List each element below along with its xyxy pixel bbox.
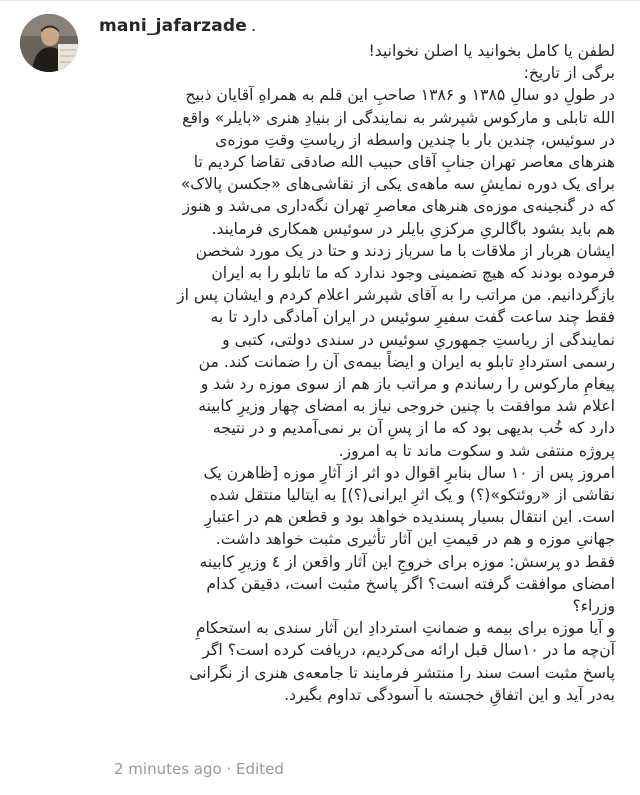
comment-line: نقاشی از «روئتکو»(؟) و یک اثرِ ایرانی(؟)] به ایتالیا منتقل شده — [209, 486, 615, 505]
comment-line: به‌در آید و این اتفاقِ خجسته با آسودگی تداوم بگیرد. — [284, 685, 615, 704]
comment-line: آن‌چه ما در ۱۰سال قبل ارائه می‌کردیم، دریافت کرده است؟ اگر — [202, 641, 615, 660]
avatar-photo-icon — [20, 14, 78, 72]
comment-line: اعلام شد موافقت با چنین خروجی نیاز به امضای چهار وزیرِ کابینه — [198, 397, 615, 416]
comment-line: هنرهای معاصر تهران جنابِ آقای حبیب الله صادقی تقاضا کردیم تا — [193, 153, 615, 172]
comment-line: وزراء؟ — [572, 597, 615, 616]
comment-line: لطفن یا کامل بخوانید یا اصلن نخوانید! — [368, 42, 615, 60]
comment-line: و آیا موزه برای بیمه و ضمانتِ استردادِ این آثار سندی به استحکامِ — [195, 619, 615, 638]
avatar[interactable] — [20, 14, 78, 72]
comment-line: در طولِ دو سالِ ۱۳۸۵ و ۱۳۸۶ صاحبِ این قلم به همراهِ آقایان ذبیح — [185, 86, 615, 105]
comment-line: فقط دو پرسش: موزه برای خروجِ این آثار واقعن از ٤ وزیرِ کابینه — [199, 552, 615, 571]
comment-line: فقط چند ساعت گفت سفیرِ سوئیس در ایران آمادگی دارد تا به — [210, 308, 615, 327]
comment-line: امروز پس از ۱۰ سال بنابرِ اقوال دو اثر از آثارِ موزه [ظاهرن یک — [203, 463, 615, 482]
comment-line: بازگردانیم. من مراتب را به آقای شپرشر اعلام کردم و ایشان پس از — [177, 286, 615, 305]
comment-line: جهانیِ موزه و هم در قیمتِ این آثار تأثیری مثبت خواهد داشت. — [215, 530, 615, 549]
comment-timestamp[interactable]: 2 minutes ago — [114, 760, 222, 778]
comment-line: پروژه منتفی شد و سکوت ماند تا به امروز. — [338, 441, 615, 460]
comment-line: هم باید بشود باگالریِ مرکزیِ بایلر در سوئیس همکاری فرمایند. — [211, 219, 615, 238]
comment-line: الله تابلی و مارکوس شپرشر به نمایندگی از بنیادِ هنری «بایلر» واقع — [182, 108, 615, 127]
comment-line: ایشان هربار از ملاقات با ما سرباز زدند و حتا در یک مورد شخصن — [195, 241, 615, 260]
comment-line: دارد که خُب بدیهی بود که ما از پسِ آن بر نمی‌آمدیم و در نتیجه — [212, 419, 615, 438]
comment-line: در سوئیس، چندین بار با چندین واسطه از ریاستِ وقتِ موزه‌ی — [215, 130, 615, 149]
meta-separator: · — [226, 760, 232, 778]
comment-line: پیغامِ مارکوس را رساندم و مراتب باز هم از سوی موزه رد شد و — [200, 375, 615, 394]
comment-line: پاسخ مثبت است سند را منتشر فرمایند تا جامعه‌ی هنری از نگرانی — [189, 663, 615, 682]
comment-line: رسمی استردادِ تابلو به ایران و ایضاً بیمه‌ی آن را ضمانت کند. من — [198, 352, 615, 371]
username-text[interactable]: mani_jafarzade — [99, 16, 248, 36]
comment-line: نمایندگی از ریاستِ جمهوریِ سوئیس در سندی دولتی، کتبی و — [222, 330, 615, 349]
comment-line: امضای موافقت گرفته است؟ اگر پاسخ مثبت است، دقیقن کدام — [206, 574, 615, 593]
username-suffix: . — [251, 16, 257, 36]
edited-label: Edited — [236, 760, 284, 778]
comment-body — [96, 40, 615, 706]
comment-line: برگی از تاریخ: — [523, 64, 615, 83]
comment-username[interactable] — [99, 16, 257, 36]
comment-line: برای یک دوره نمایشِ سه ماهه‌ی یکی از نقاشی‌های «جکسن پالاک» — [180, 175, 615, 194]
comment-line: است. این انتقال بسیار پسندیده خواهد بود و قطعن هم در اعتبارِ — [204, 508, 615, 527]
top-divider — [0, 0, 640, 1]
comment-line: که در گنجینه‌ی موزه‌ی هنرهای معاصرِ تهران نگه‌داری می‌شد و هنوز — [182, 197, 615, 216]
comment-line: فرموده بودند که هیچ تضمینی وجود ندارد که ما تابلو را به ایران — [211, 264, 615, 283]
comment-meta — [114, 760, 284, 778]
